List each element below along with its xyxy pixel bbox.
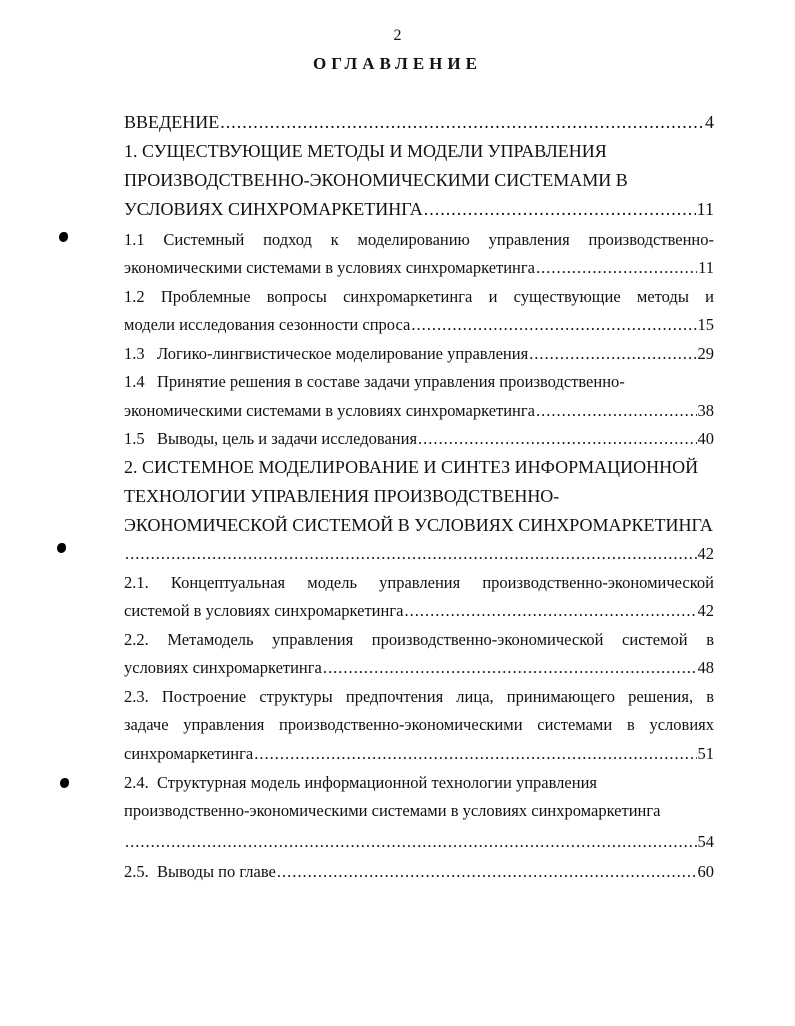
toc-section-1-5[interactable] <box>124 429 714 449</box>
toc-chapter-2-line-1[interactable]: 2. СИСТЕМНОЕ МОДЕЛИРОВАНИЕ И СИНТЕЗ ИНФОРМАЦИОННОЙ <box>124 457 699 477</box>
toc-entry-page: 4 <box>705 112 714 132</box>
toc-section-2-5[interactable] <box>124 862 714 882</box>
toc-entry-title: синхромаркетинга <box>124 744 254 763</box>
toc-entry-page: 60 <box>697 862 714 881</box>
toc-entry-title: условиях синхромаркетинга <box>124 658 322 677</box>
toc-section-1-2-line-2[interactable] <box>124 315 714 335</box>
toc-entry-intro[interactable] <box>124 112 714 133</box>
leader-dots <box>411 315 696 335</box>
page-title: ОГЛАВЛЕНИЕ <box>313 54 482 73</box>
leader-dots <box>418 429 696 449</box>
leader-dots <box>424 199 696 220</box>
toc-section-2-3-line-3[interactable] <box>124 744 714 764</box>
toc-entry-title: системой в условиях синхромаркетинга <box>124 601 404 620</box>
leader-dots <box>125 544 697 564</box>
toc-section-2-3-line-2[interactable]: задаче управления производственно-экономическими системами в условиях <box>124 715 714 734</box>
toc-section-2-1-line-2[interactable] <box>124 601 714 621</box>
leader-dots <box>323 658 697 678</box>
binder-hole-mark <box>60 778 69 788</box>
toc-chapter-2-line-2[interactable]: ТЕХНОЛОГИИ УПРАВЛЕНИЯ ПРОИЗВОДСТВЕННО- <box>124 486 560 506</box>
page-number: 2 <box>393 27 402 44</box>
toc-entry-page: 42 <box>697 544 714 563</box>
leader-dots <box>536 258 697 278</box>
toc-chapter-1-line-3[interactable] <box>124 199 714 220</box>
toc-section-1-1-line-2[interactable] <box>124 258 714 278</box>
toc-chapter-1-line-2[interactable]: ПРОИЗВОДСТВЕННО-ЭКОНОМИЧЕСКИМИ СИСТЕМАМИ В <box>124 170 628 190</box>
toc-entry-page: 40 <box>697 429 714 448</box>
toc-entry-title: УСЛОВИЯХ СИНХРОМАРКЕТИНГА <box>124 199 423 219</box>
toc-chapter-1-line-1[interactable]: 1. СУЩЕСТВУЮЩИЕ МЕТОДЫ И МОДЕЛИ УПРАВЛЕНИЯ <box>124 141 607 161</box>
toc-entry-page: 29 <box>697 344 714 363</box>
toc-section-2-4-line-1[interactable]: 2.4. Структурная модель информационной технологии управления <box>124 773 597 792</box>
toc-section-2-4-line-3[interactable] <box>124 832 714 852</box>
toc-entry-page: 42 <box>697 601 714 620</box>
toc-entry-page: 38 <box>697 401 714 420</box>
leader-dots <box>254 744 696 764</box>
toc-section-1-2-line-1[interactable]: 1.2 Проблемные вопросы синхромаркетинга и существующие методы и <box>124 287 714 306</box>
toc-entry-page: 15 <box>697 315 714 334</box>
toc-section-2-2-line-1[interactable]: 2.2. Метамодель управления производственно-экономической системой в <box>124 630 714 649</box>
leader-dots <box>404 601 696 621</box>
toc-section-2-1-line-1[interactable]: 2.1. Концептуальная модель управления производственно-экономической <box>124 573 714 592</box>
toc-entry-title: экономическими системами в условиях синхромаркетинга <box>124 401 535 420</box>
toc-entry-title: ВВЕДЕНИЕ <box>124 112 220 132</box>
toc-section-2-3-line-1[interactable]: 2.3. Построение структуры предпочтения лица, принимающего решения, в <box>124 687 714 706</box>
toc-entry-page: 54 <box>697 832 714 851</box>
toc-section-1-1-line-1[interactable]: 1.1 Системный подход к моделированию управления производственно- <box>124 230 714 249</box>
leader-dots <box>220 112 704 133</box>
toc-entry-title: 2.5. Выводы по главе <box>124 862 276 881</box>
toc-entry-page: 51 <box>697 744 714 763</box>
leader-dots <box>529 344 696 364</box>
toc-section-2-2-line-2[interactable] <box>124 658 714 678</box>
toc-entry-page: 11 <box>698 258 714 277</box>
leader-dots <box>536 401 697 421</box>
toc-chapter-2-line-3[interactable]: ЭКОНОМИЧЕСКОЙ СИСТЕМОЙ В УСЛОВИЯХ СИНХРОМАРКЕТИНГА <box>124 515 713 535</box>
leader-dots <box>277 862 697 882</box>
toc-chapter-2-line-4[interactable] <box>124 544 714 564</box>
binder-hole-mark <box>59 232 68 242</box>
toc-entry-title: 1.5 Выводы, цель и задачи исследования <box>124 429 418 448</box>
toc-entry-page: 11 <box>696 199 714 219</box>
toc-section-1-4-line-1[interactable]: 1.4 Принятие решения в составе задачи управления производственно- <box>124 372 625 391</box>
toc-section-1-3[interactable] <box>124 344 714 364</box>
toc-entry-title: модели исследования сезонности спроса <box>124 315 411 334</box>
toc-entry-page: 48 <box>697 658 714 677</box>
toc-entry-title: экономическими системами в условиях синхромаркетинга <box>124 258 535 277</box>
binder-hole-mark <box>57 543 66 553</box>
toc-section-1-4-line-2[interactable] <box>124 401 714 421</box>
toc-section-2-4-line-2[interactable]: производственно-экономическими системами в условиях синхромаркетинга <box>124 801 661 820</box>
toc-entry-title: 1.3 Логико-лингвистическое моделирование управления <box>124 344 529 363</box>
leader-dots <box>125 832 697 852</box>
